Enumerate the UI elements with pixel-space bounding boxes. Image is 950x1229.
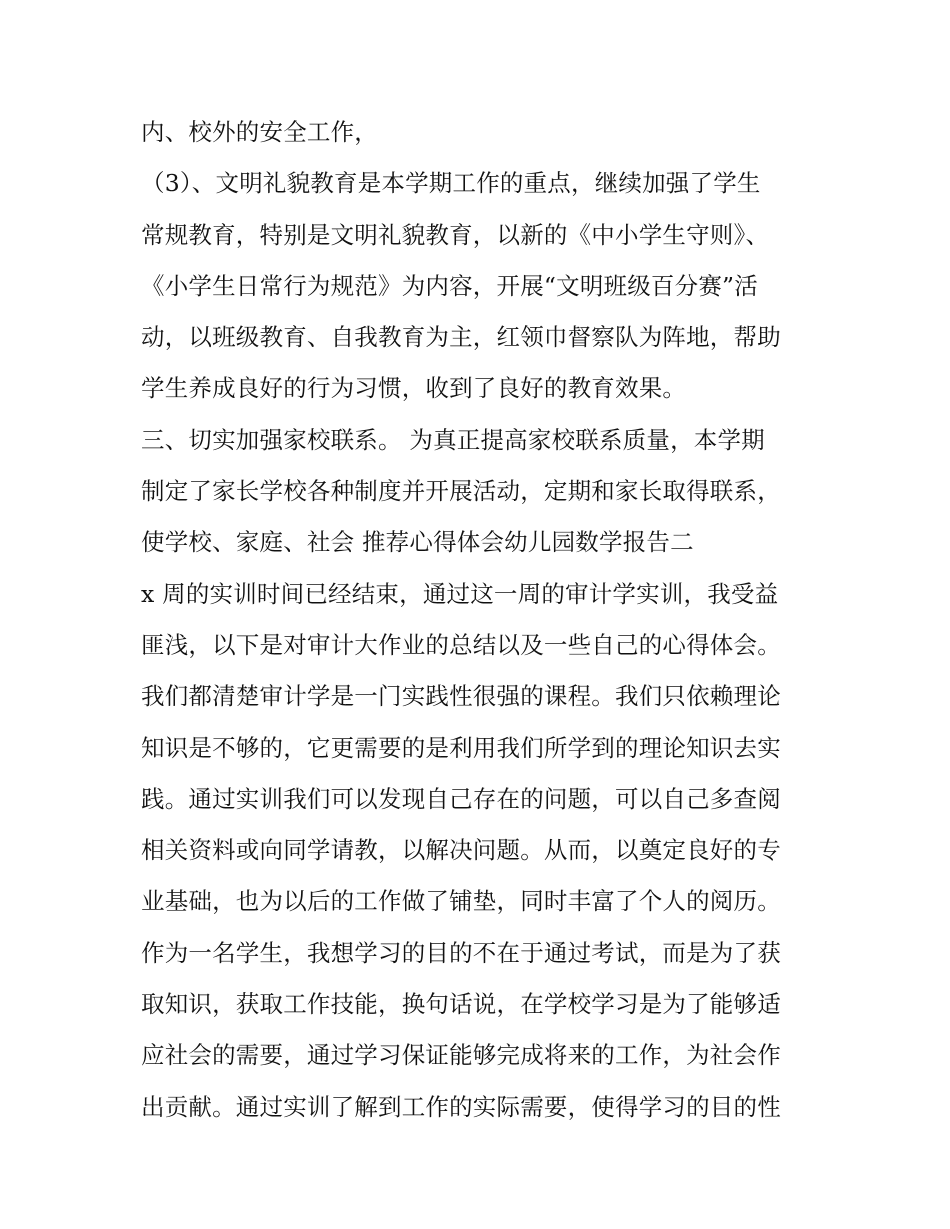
text-line: 取知识，获取工作技能，换句话说，在学校学习是为了能够适 [141, 990, 781, 1019]
text-line: x 周的实训时间已经结束，通过这一周的审计学实训，我受益 [141, 579, 779, 608]
text-line: 《小学生日常行为规范》为内容，开展“文明班级百分赛”活 [141, 271, 758, 300]
text-line: 学生养成良好的行为习惯，收到了良好的教育效果。 [141, 374, 687, 403]
text-line: 应社会的需要，通过学习保证能够完成将来的工作，为社会作 [141, 1041, 781, 1070]
text-line: 业基础，也为以后的工作做了铺垫，同时丰富了个人的阅历。 [141, 887, 781, 916]
text-line: 内、校外的安全工作， [141, 118, 378, 146]
text-line: 践。通过实训我们可以发现自己存在的问题，可以自己多查阅 [141, 784, 781, 813]
body-text [141, 107, 821, 1133]
section-heading-line: 三、切实加强家校联系。 为真正提高家校联系质量，本学期 [141, 425, 765, 454]
text-line: 出贡献。通过实训了解到工作的实际需要，使得学习的目的性 [141, 1092, 781, 1121]
text-line: 作为一名学生，我想学习的目的不在于通过考试，而是为了获 [141, 938, 781, 967]
text-line: 匪浅，以下是对审计大作业的总结以及一些自己的心得体会。 [141, 630, 781, 659]
text-line: 制定了家长学校各种制度并开展活动，定期和家长取得联系， [141, 477, 781, 506]
text-line: 我们都清楚审计学是一门实践性很强的课程。我们只依赖理论 [141, 682, 781, 711]
text-line: 相关资料或向同学请教，以解决问题。从而，以奠定良好的专 [141, 836, 781, 865]
text-line: （3）、文明礼貌教育是本学期工作的重点，继续加强了学生 [141, 169, 761, 198]
text-line: 使学校、家庭、社会 推荐心得体会幼儿园数学报告二 [141, 528, 694, 557]
text-line: 动，以班级教育、自我教育为主，红领巾督察队为阵地，帮助 [141, 323, 781, 352]
text-line: 知识是不够的，它更需要的是利用我们所学到的理论知识去实 [141, 733, 781, 762]
text-line: 常规教育，特别是文明礼貌教育，以新的《中小学生守则》、 [141, 220, 770, 249]
